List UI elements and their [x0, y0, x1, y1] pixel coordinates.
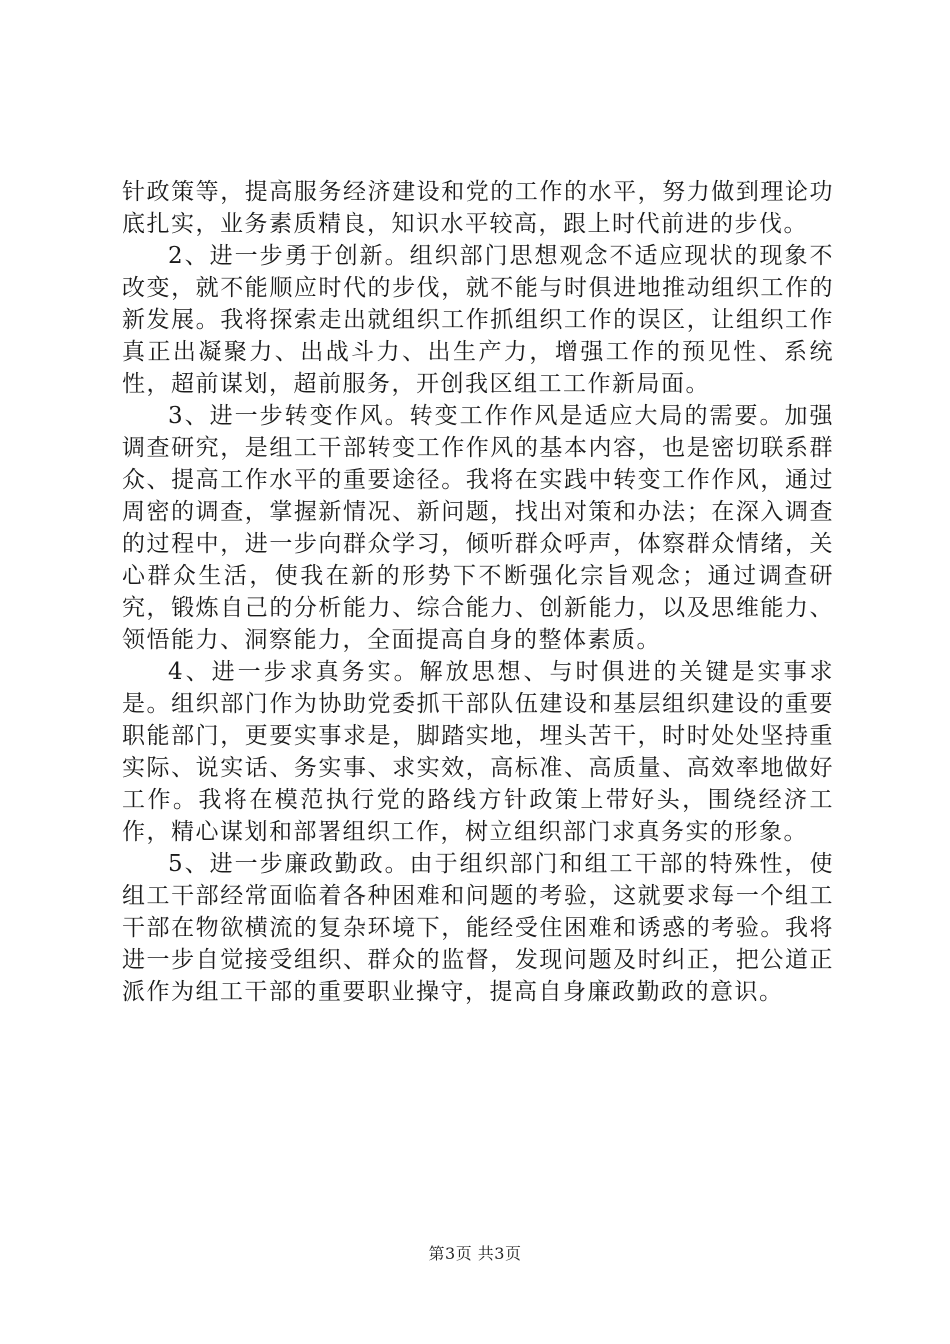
paragraph-item-3: 3、进一步转变作风。转变工作作风是适应大局的需要。加强调查研究，是组工干部转变工作作风的基本内容，也是密切联系群众、提高工作水平的重要途径。我将在实践中转变工作作风，通过周密的调查，掌握新情况、新问题，找出对策和办法；在深入调查的过程中，进一步向群众学习，倾听群众呼声，体察群众情绪，关心群众生活，使我在新的形势下不断强化宗旨观念；通过调查研究，锻炼自己的分析能力、综合能力、创新能力，以及思维能力、领悟能力、洞察能力，全面提高自身的整体素质。 [122, 403, 834, 653]
paragraph-item-5: 5、进一步廉政勤政。由于组织部门和组工干部的特殊性，使组工干部经常面临着各种困难和问题的考验，这就要求每一个组工干部在物欲横流的复杂环境下，能经受住困难和诱惑的考验。我将进一步自觉接受组织、群众的监督，发现问题及时纠正，把公道正派作为组工干部的重要职业操守，提高自身廉政勤政的意识。 [122, 851, 834, 1005]
document-body [122, 176, 834, 1008]
paragraph-continuation: 针政策等，提高服务经济建设和党的工作的水平，努力做到理论功底扎实，业务素质精良，知识水平较高，跟上时代前进的步伐。 [122, 179, 834, 237]
page-footer: 第3页 共3页 [428, 1244, 522, 1263]
paragraph-item-4: 4、进一步求真务实。解放思想、与时俱进的关键是实事求是。组织部门作为协助党委抓干部队伍建设和基层组织建设的重要职能部门，更要实事求是，脚踏实地，埋头苦干，时时处处坚持重实际、说实话、务实事、求实效，高标准、高质量、高效率地做好工作。我将在模范执行党的路线方针政策上带好头，围绕经济工作，精心谋划和部署组织工作，树立组织部门求真务实的形象。 [122, 659, 834, 845]
paragraph-item-2: 2、进一步勇于创新。组织部门思想观念不适应现状的现象不改变，就不能顺应时代的步伐，就不能与时俱进地推动组织工作的新发展。我将探索走出就组织工作抓组织工作的误区，让组织工作真正出凝聚力、出战斗力、出生产力，增强工作的预见性、系统性，超前谋划，超前服务，开创我区组工工作新局面。 [122, 243, 834, 397]
